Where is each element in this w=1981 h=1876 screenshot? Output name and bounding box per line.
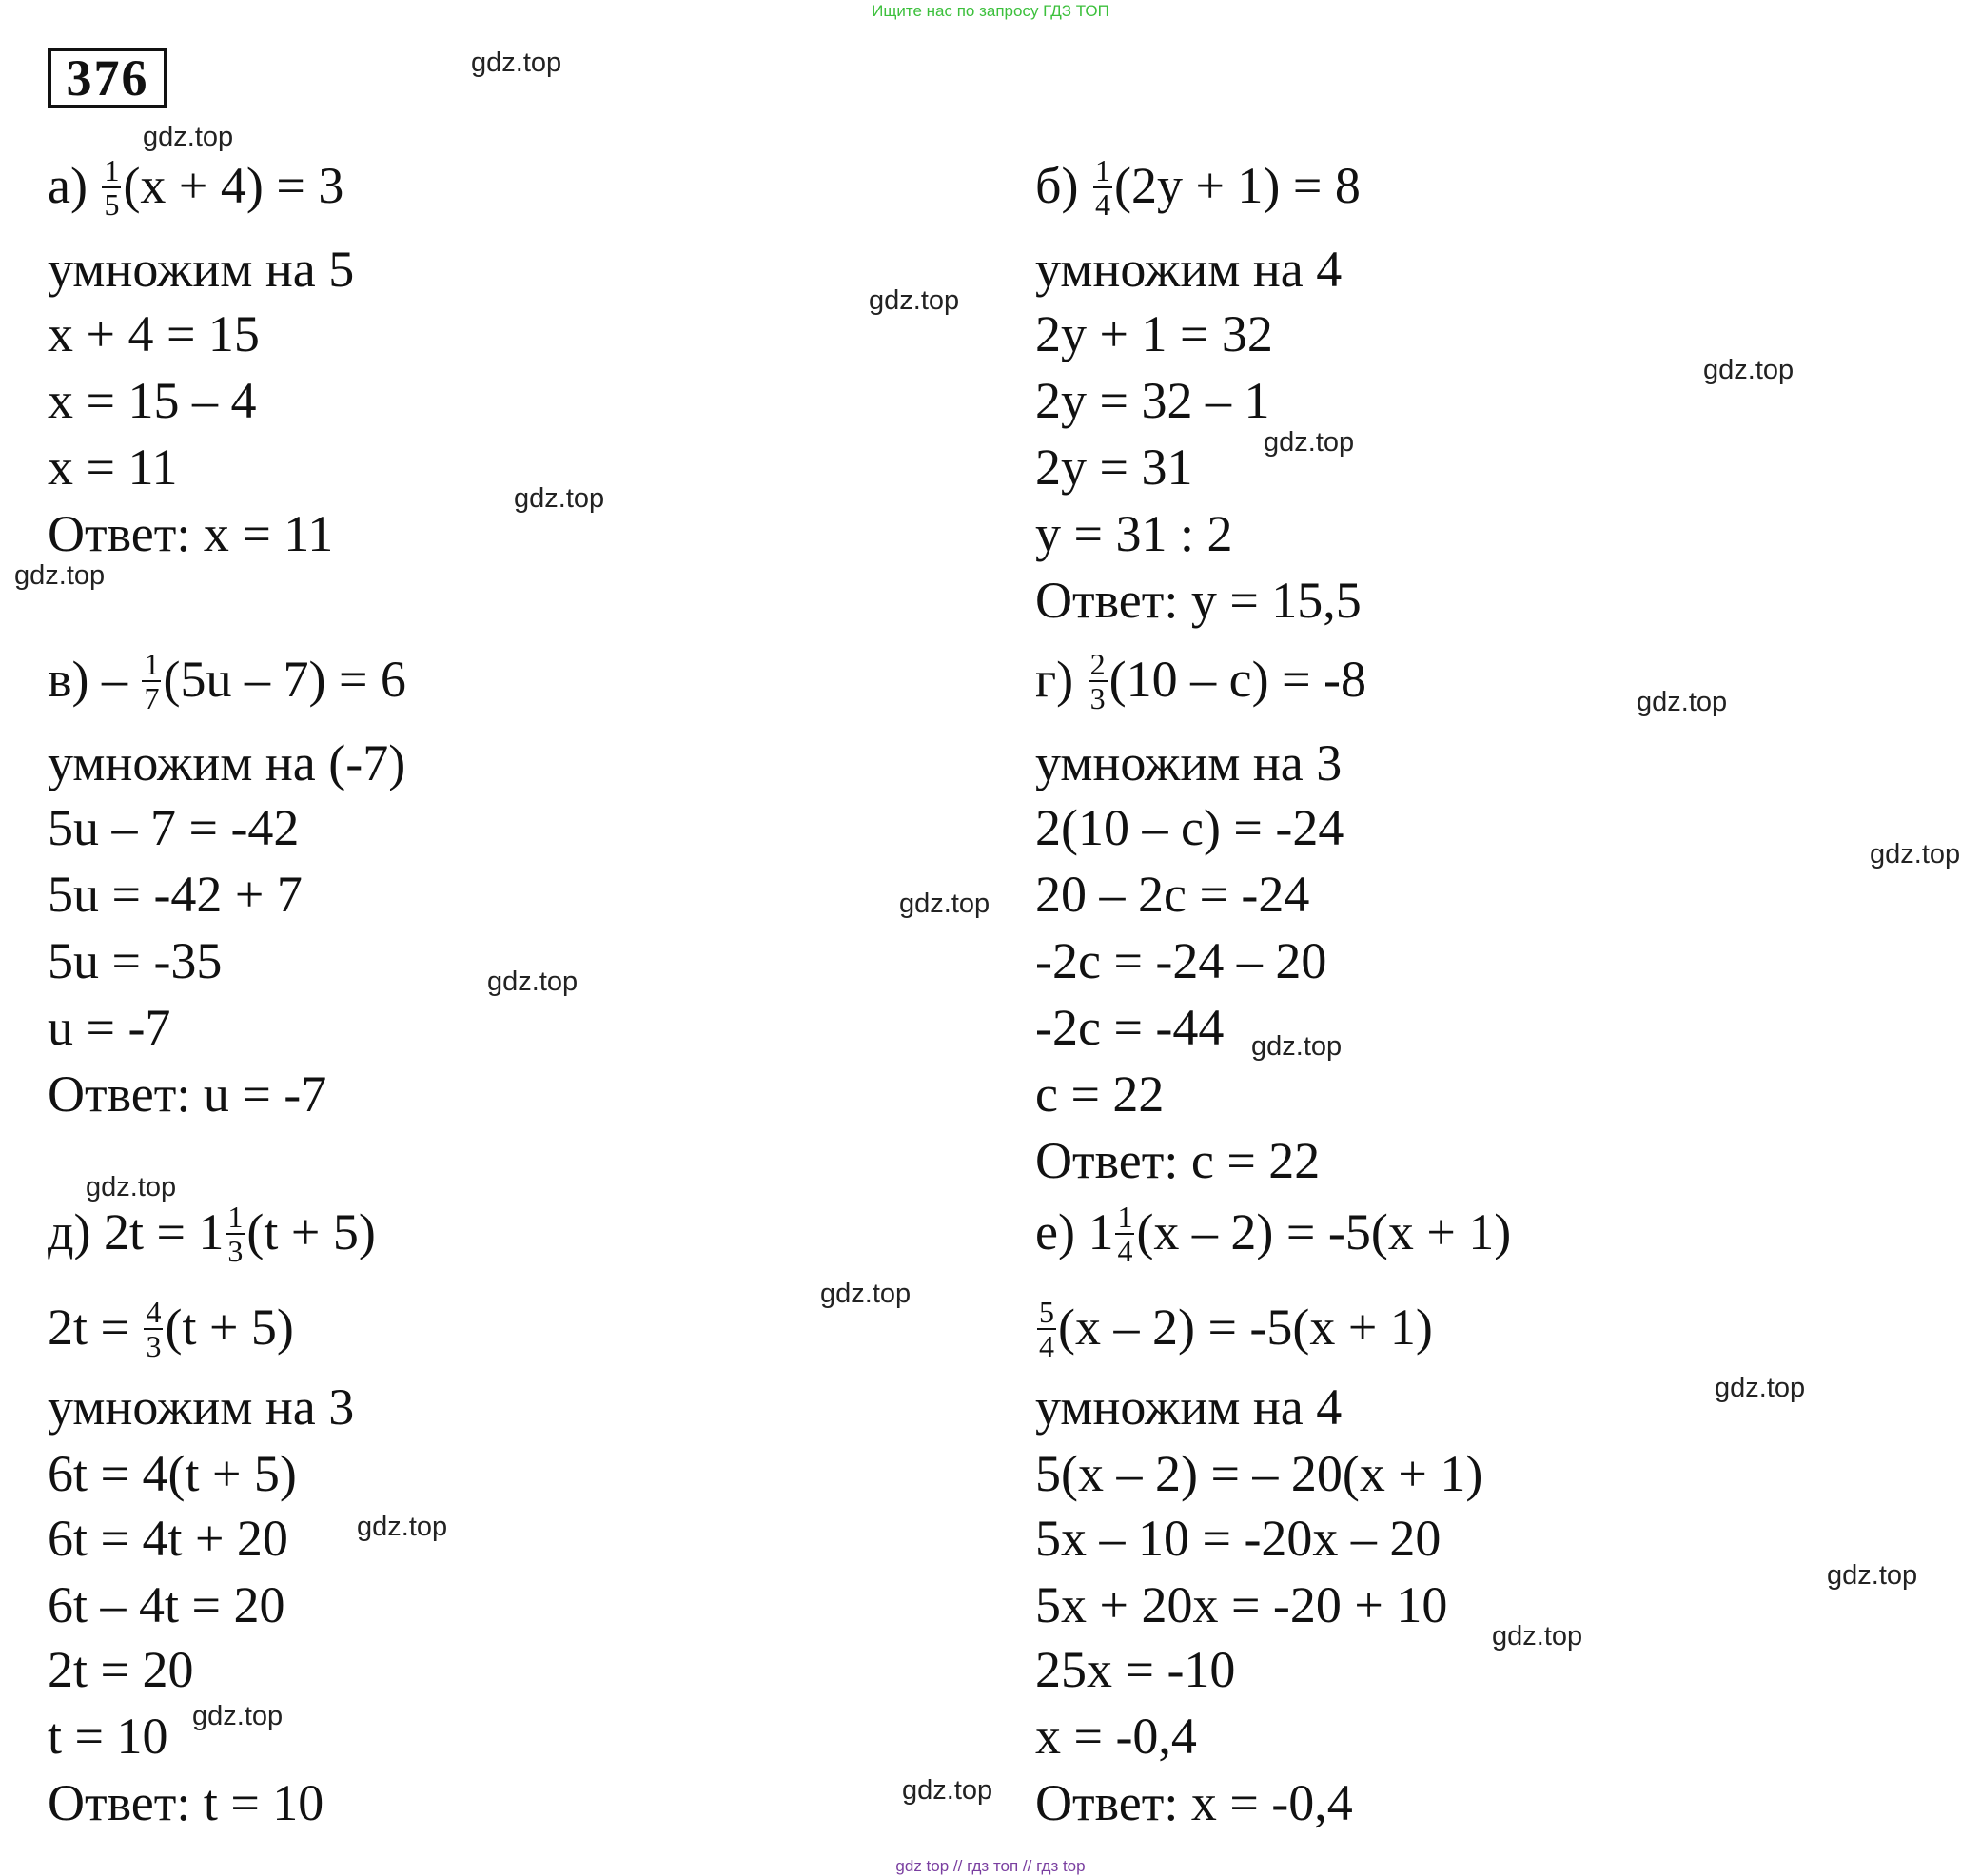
answer: Ответ: y = 15,5 <box>1035 572 1362 629</box>
step: 5u – 7 = -42 <box>48 799 300 856</box>
step: x = 11 <box>48 439 178 496</box>
fraction: $\frac{4}{3}$ <box>146 1294 162 1363</box>
step: x + 4 = 15 <box>48 305 260 362</box>
step: 5x + 20x = -20 + 10 <box>1035 1576 1448 1633</box>
watermark: gdz.top <box>1870 839 1961 870</box>
step: 20 – 2c = -24 <box>1035 866 1310 923</box>
fraction: $\frac{1}{7}$ <box>144 646 160 715</box>
problem-number: 376 <box>48 48 167 108</box>
step: 6t – 4t = 20 <box>48 1576 285 1633</box>
fraction: $\frac{5}{4}$ <box>1039 1294 1054 1363</box>
watermark: gdz.top <box>820 1279 912 1309</box>
problem-v-equation: в) – $\frac{1}{7}$ (5u – 7) = 6 <box>48 646 406 715</box>
step: умножим на 4 <box>1035 1378 1343 1436</box>
watermark: gdz.top <box>902 1775 993 1806</box>
step: умножим на 5 <box>48 241 355 298</box>
answer: Ответ: u = -7 <box>48 1065 327 1123</box>
watermark: gdz.top <box>869 285 960 316</box>
step: 25x = -10 <box>1035 1641 1236 1698</box>
watermark: gdz.top <box>1827 1560 1918 1591</box>
step: умножим на 3 <box>48 1378 355 1436</box>
step: y = 31 : 2 <box>1035 505 1233 562</box>
fraction: $\frac{1}{5}$ <box>104 152 120 222</box>
fraction: $\frac{1}{4}$ <box>1117 1199 1133 1268</box>
top-banner: Ищите нас по запросу ГДЗ ТОП <box>872 2 1109 20</box>
watermark: gdz.top <box>1492 1621 1583 1651</box>
fraction: $\frac{1}{4}$ <box>1094 152 1110 222</box>
problem-g-equation: г) $\frac{2}{3}$ (10 – c) = -8 <box>1035 646 1367 715</box>
answer: Ответ: x = 11 <box>48 505 334 562</box>
step: u = -7 <box>48 999 171 1056</box>
step: 6t = 4(t + 5) <box>48 1445 297 1502</box>
step: c = 22 <box>1035 1065 1165 1123</box>
answer: Ответ: x = -0,4 <box>1035 1774 1353 1831</box>
step: 5u = -42 + 7 <box>48 866 303 923</box>
step: 5(x – 2) = – 20(x + 1) <box>1035 1445 1483 1502</box>
watermark: gdz.top <box>514 483 605 514</box>
step: x = 15 – 4 <box>48 372 257 429</box>
fraction: $\frac{2}{3}$ <box>1089 646 1106 715</box>
fraction: $\frac{1}{3}$ <box>227 1199 244 1268</box>
step: 5x – 10 = -20x – 20 <box>1035 1510 1442 1567</box>
problem-e-equation: е) 1 $\frac{1}{4}$ (x – 2) = -5(x + 1) <box>1035 1199 1512 1268</box>
step: t = 10 <box>48 1708 168 1765</box>
step: x = -0,4 <box>1035 1708 1197 1765</box>
watermark: gdz.top <box>86 1172 177 1202</box>
step: умножим на (-7) <box>48 734 406 791</box>
step: умножим на 4 <box>1035 241 1343 298</box>
problem-b-equation: б) $\frac{1}{4}$ (2y + 1) = 8 <box>1035 152 1361 222</box>
step: -2c = -24 – 20 <box>1035 932 1327 989</box>
watermark: gdz.top <box>899 889 990 919</box>
watermark: gdz.top <box>487 967 579 997</box>
step: -2c = -44 <box>1035 999 1225 1056</box>
watermark: gdz.top <box>471 48 562 78</box>
problem-d-equation: д) 2t = 1 $\frac{1}{3}$ (t + 5) <box>48 1199 376 1268</box>
step: 2t = 20 <box>48 1641 194 1698</box>
step: 2y + 1 = 32 <box>1035 305 1273 362</box>
watermark: gdz.top <box>1637 687 1728 717</box>
watermark: gdz.top <box>14 560 106 591</box>
answer: Ответ: t = 10 <box>48 1774 324 1831</box>
watermark: gdz.top <box>192 1701 284 1731</box>
step: 6t = 4t + 20 <box>48 1510 288 1567</box>
step: 2y = 31 <box>1035 439 1193 496</box>
step: 2y = 32 – 1 <box>1035 372 1270 429</box>
watermark: gdz.top <box>1264 427 1355 458</box>
bottom-banner: gdz top // гдз топ // гдз top <box>895 1857 1086 1875</box>
answer: Ответ: c = 22 <box>1035 1132 1321 1189</box>
watermark: gdz.top <box>1715 1373 1806 1403</box>
step: 5u = -35 <box>48 932 223 989</box>
step-fraction: 2t = $\frac{4}{3}$ (t + 5) <box>48 1294 294 1363</box>
step-fraction: $\frac{5}{4}$ (x – 2) = -5(x + 1) <box>1039 1294 1433 1363</box>
problem-a-equation: а) $\frac{1}{5}$ (x + 4) = 3 <box>48 152 344 222</box>
watermark: gdz.top <box>1251 1031 1343 1062</box>
step: 2(10 – c) = -24 <box>1035 799 1344 856</box>
watermark: gdz.top <box>357 1512 448 1542</box>
watermark: gdz.top <box>143 122 234 152</box>
watermark: gdz.top <box>1703 355 1795 385</box>
step: умножим на 3 <box>1035 734 1343 791</box>
